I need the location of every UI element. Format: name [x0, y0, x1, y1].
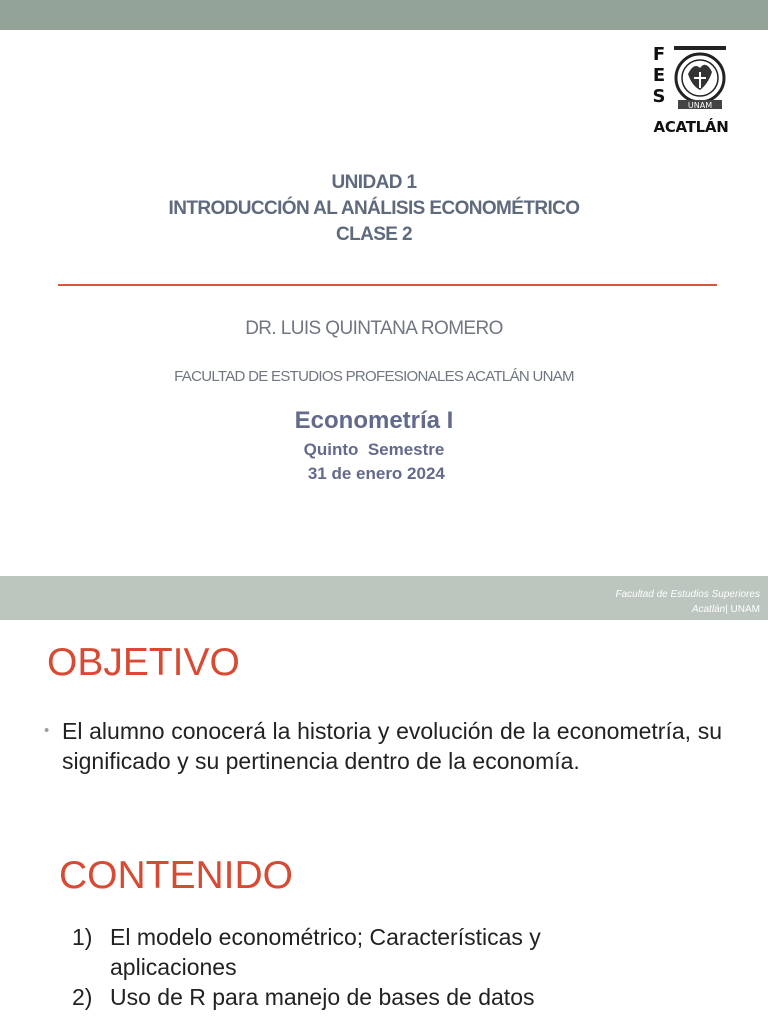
objetivo-bullet [44, 716, 722, 776]
list-number: 1) [72, 924, 93, 950]
objetivo-heading: OBJETIVO [47, 641, 240, 684]
slide-footer-band [0, 576, 768, 620]
course-date: 31 de enero 2024 [303, 464, 445, 483]
svg-text:UNAM: UNAM [687, 101, 713, 110]
course-details [0, 438, 748, 486]
list-item [72, 982, 632, 1012]
course-name: Econometría I [294, 407, 454, 434]
list-item [72, 922, 632, 982]
footer-unam: | UNAM [725, 604, 760, 615]
objetivo-text: El alumno conocerá la historia y evolución de la econometría, su significado y su pertinencia dentro de la economía. [62, 718, 722, 774]
presentation-title [0, 170, 748, 248]
course-semester: Quinto Semestre [303, 440, 445, 459]
footer-text [615, 587, 760, 617]
title-topic: INTRODUCCIÓN AL ANÁLISIS ECONOMÉTRICO [168, 198, 580, 219]
unam-seal-icon [670, 44, 730, 112]
logo-letters [650, 44, 668, 107]
faculty-name: FACULTAD DE ESTUDIOS PROFESIONALES ACATLÁN UNAM [174, 368, 574, 385]
title-unit: UNIDAD 1 [331, 172, 417, 193]
bullet-icon: • [44, 722, 50, 739]
footer-line2 [615, 602, 760, 617]
logo-letter-e: E [652, 65, 666, 86]
footer-line1: Facultad de Estudios Superiores [615, 589, 760, 600]
title-class: CLASE 2 [335, 224, 413, 245]
title-divider [58, 284, 717, 286]
list-text: El modelo econométrico; Características y aplicaciones [110, 924, 541, 980]
logo-letter-f: F [652, 44, 666, 65]
logo-letter-s: S [652, 86, 666, 107]
footer-acatlan: Acatlán [691, 604, 726, 615]
logo-name: ACATLÁN [653, 118, 729, 136]
list-number: 2) [72, 984, 93, 1010]
author-name: DR. LUIS QUINTANA ROMERO [245, 318, 503, 339]
list-text: Uso de R para manejo de bases de datos [110, 984, 535, 1010]
top-band [0, 0, 768, 30]
fes-acatlan-logo [650, 44, 732, 138]
contenido-heading: CONTENIDO [59, 854, 293, 897]
contenido-list [72, 922, 632, 1012]
